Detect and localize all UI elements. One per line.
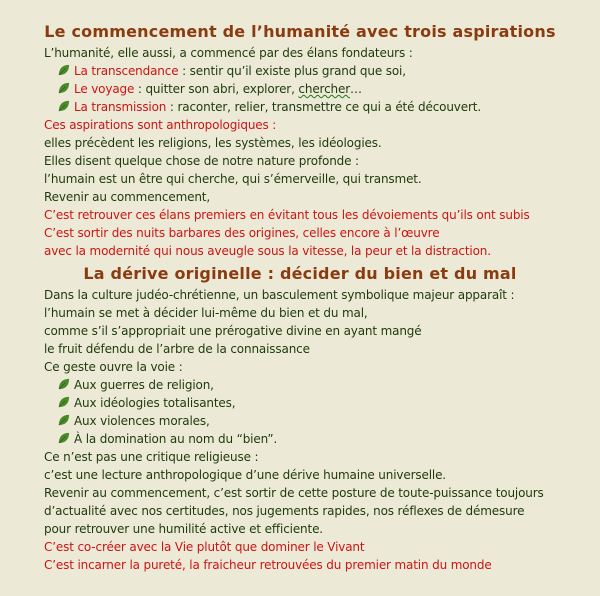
spellcheck-word: chercher (298, 82, 350, 96)
leaf-icon (57, 64, 70, 77)
paragraph-line: Dans la culture judéo-chrétienne, un basculement symbolique majeur apparaît : (44, 288, 515, 302)
leaf-icon (57, 396, 70, 409)
section1-title: Le commencement de l’humanité avec trois aspirations (44, 22, 556, 41)
bullet-transcendance (74, 64, 406, 78)
bullet-text: Aux violences morales, (74, 414, 210, 428)
paragraph-line: pour retrouver une humilité active et efficiente. (44, 522, 323, 536)
bullet-text: : sentir qu’il existe plus grand que soi, (178, 64, 406, 78)
bullet-label: La transmission (74, 100, 167, 114)
bullet-voyage (74, 82, 362, 96)
bullet-label: Le voyage (74, 82, 135, 96)
paragraph-line: comme s’il s’appropriait une prérogative divine en ayant mangé (44, 324, 422, 338)
paragraph-line: Ces aspirations sont anthropologiques : (44, 118, 277, 132)
bullet-text: Aux idéologies totalisantes, (74, 396, 236, 410)
paragraph-line: le fruit défendu de l’arbre de la connaissance (44, 342, 310, 356)
paragraph-line: Revenir au commencement, c’est sortir de cette posture de toute-puissance toujours (44, 486, 544, 500)
paragraph-line: Ce n’est pas une critique religieuse : (44, 450, 259, 464)
paragraph-line: C’est retrouver ces élans premiers en évitant tous les dévoiements qu’ils ont subis (44, 208, 530, 222)
bullet-label: La transcendance (74, 64, 179, 78)
bullet-item (74, 432, 277, 446)
bullet-text-after: … (350, 82, 362, 96)
paragraph-line: Ce geste ouvre la voie : (44, 360, 183, 374)
paragraph-line: elles précèdent les religions, les systèmes, les idéologies. (44, 136, 382, 150)
leaf-icon (57, 82, 70, 95)
bullet-item (74, 396, 235, 410)
paragraph-line: Elles disent quelque chose de notre nature profonde : (44, 154, 359, 168)
bullet-text: : raconter, relier, transmettre ce qui a été découvert. (166, 100, 481, 114)
leaf-icon (57, 100, 70, 113)
paragraph-line: C’est incarner la pureté, la fraicheur retrouvées du premier matin du monde (44, 558, 492, 572)
paragraph-line: Revenir au commencement, (44, 190, 211, 204)
paragraph-line: C’est sortir des nuits barbares des origines, celles encore à l’œuvre (44, 226, 440, 240)
bullet-text: Aux guerres de religion, (74, 378, 214, 392)
paragraph-line: d’actualité avec nos certitudes, nos jugements rapides, nos réflexes de démesure (44, 504, 525, 518)
paragraph-line: C’est co-créer avec la Vie plutôt que dominer le Vivant (44, 540, 365, 554)
paragraph-line: avec la modernité qui nous aveugle sous la vitesse, la peur et la distraction. (44, 244, 491, 258)
paragraph-line: c’est une lecture anthropologique d’une dérive humaine universelle. (44, 468, 446, 482)
leaf-icon (57, 432, 70, 445)
bullet-text: : quitter son abri, explorer, (134, 82, 299, 96)
section1-intro: L’humanité, elle aussi, a commencé par des élans fondateurs : (44, 46, 413, 60)
bullet-text: À la domination au nom du “bien”. (74, 432, 278, 446)
bullet-transmission (74, 100, 481, 114)
bullet-item (74, 414, 210, 428)
bullet-item (74, 378, 214, 392)
section2-title: La dérive originelle : décider du bien et du mal (83, 264, 517, 283)
paragraph-line: l’humain est un être qui cherche, qui s’émerveille, qui transmet. (44, 172, 422, 186)
leaf-icon (57, 378, 70, 391)
paragraph-line: l’humain se met à décider lui-même du bien et du mal, (44, 306, 368, 320)
leaf-icon (57, 414, 70, 427)
